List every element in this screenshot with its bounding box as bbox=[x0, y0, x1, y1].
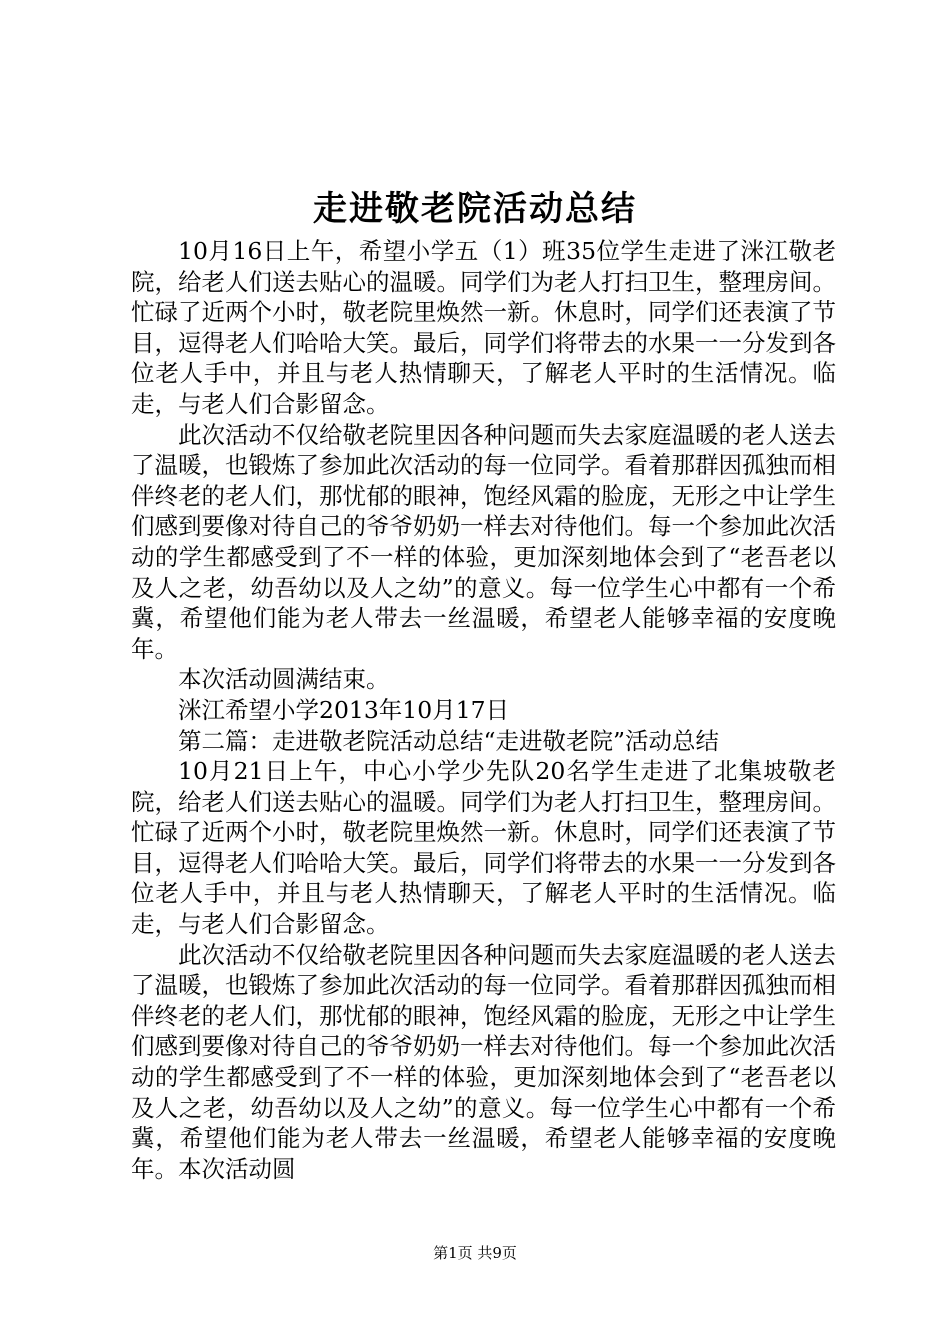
paragraph-2: 此次活动不仅给敬老院里因各种问题而失去家庭温暖的老人送去了温暖，也锻炼了参加此次活动的每一位同学。看着那群因孤独而相伴终老的老人们，那忧郁的眼神，饱经风霜的脸庞，无形之中让学生们感到要像对待自己的爷爷奶奶一样去对待他们。每一个参加此次活动的学生都感受到了不一样的体验，更加深刻地体会到了“老吾老以及人之老，幼吾幼以及人之幼”的意义。每一位学生心中都有一个希冀，希望他们能为老人带去一丝温暖，希望老人能够幸福的安度晚年。 bbox=[131, 420, 836, 663]
document-title: 走进敬老院活动总结 bbox=[313, 189, 637, 229]
paragraph-5: 此次活动不仅给敬老院里因各种问题而失去家庭温暖的老人送去了温暖，也锻炼了参加此次活动的每一位同学。看着那群因孤独而相伴终老的老人们，那忧郁的眼神，饱经风霜的脸庞，无形之中让学生们感到要像对待自己的爷爷奶奶一样去对待他们。每一个参加此次活动的学生都感受到了不一样的体验，更加深刻地体会到了“老吾老以及人之老，幼吾幼以及人之幼”的意义。每一位学生心中都有一个希冀，希望他们能为老人带去一丝温暖，希望老人能够幸福的安度晚年。本次活动圆 bbox=[131, 940, 836, 1183]
page-footer: 第1页 共9页 bbox=[433, 1244, 517, 1262]
paragraph-1: 10月16日上午，希望小学五（1）班35位学生走进了洣江敬老院，给老人们送去贴心的温暖。同学们为老人打扫卫生，整理房间。忙碌了近两个小时，敬老院里焕然一新。休息时，同学们还表演了节目，逗得老人们哈哈大笑。最后，同学们将带去的水果一一分发到各位老人手中，并且与老人热情聊天，了解老人平时的生活情况。临走，与老人们合影留念。 bbox=[131, 237, 836, 418]
paragraph-4: 10月21日上午，中心小学少先队20名学生走进了北集坡敬老院，给老人们送去贴心的温暖。同学们为老人打扫卫生，整理房间。忙碌了近两个小时，敬老院里焕然一新。休息时，同学们还表演了节目，逗得老人们哈哈大笑。最后，同学们将带去的水果一一分发到各位老人手中，并且与老人热情聊天，了解老人平时的生活情况。临走，与老人们合影留念。 bbox=[131, 757, 836, 939]
signature-line: 洣江希望小学2013年10月17日 bbox=[178, 695, 510, 724]
section-heading: 第二篇：走进敬老院活动总结“走进敬老院”活动总结 bbox=[178, 726, 720, 755]
paragraph-3: 本次活动圆满结束。 bbox=[178, 665, 390, 694]
document-body bbox=[131, 236, 836, 1184]
